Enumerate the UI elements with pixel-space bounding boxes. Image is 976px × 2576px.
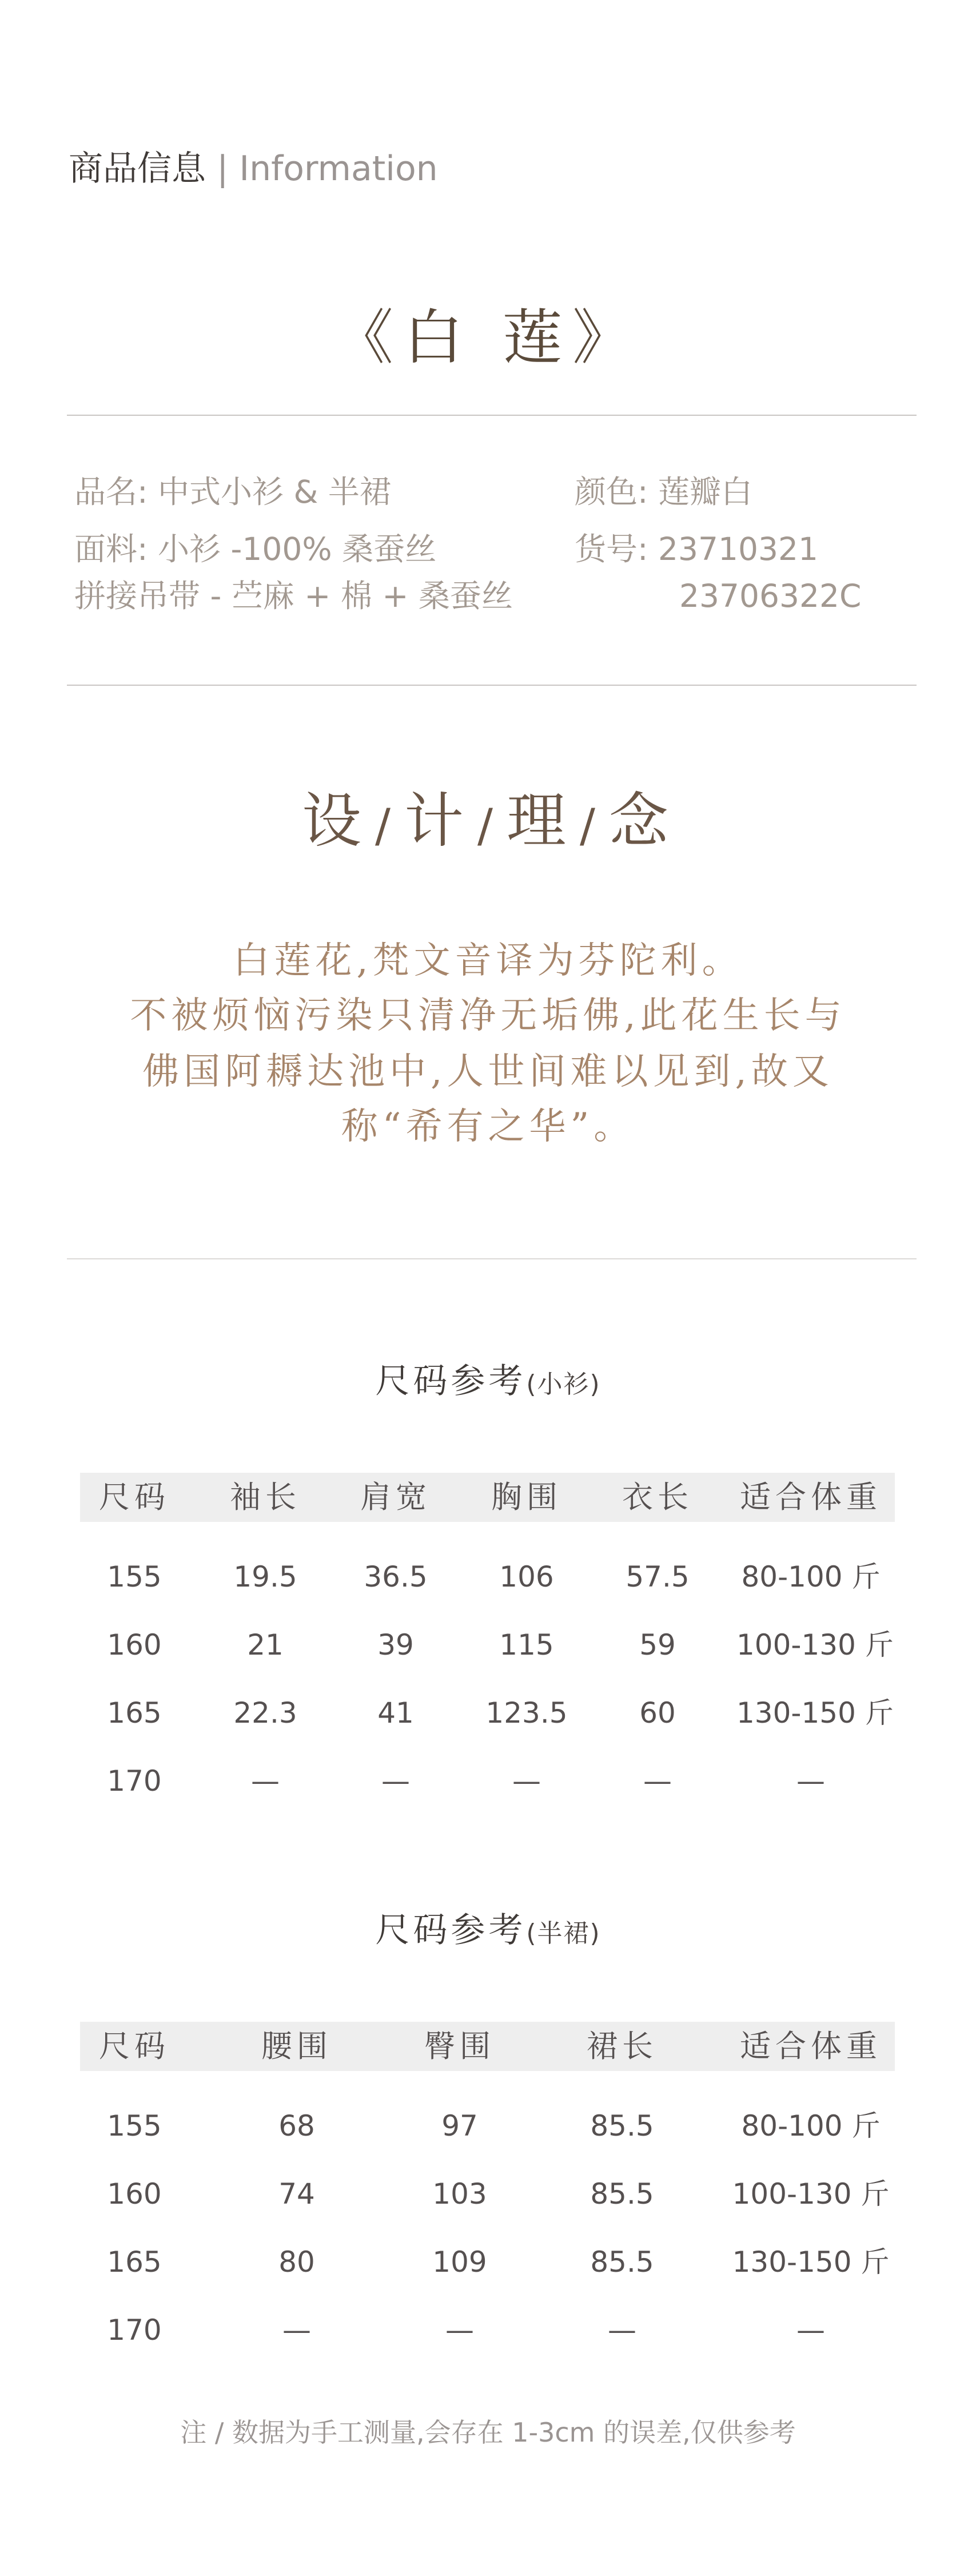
design-text-line-3: 佛国阿耨达池中,人世间难以见到,故又 (142, 1051, 834, 1093)
skirt-table-cell: 80-100 斤 (741, 2109, 881, 2142)
top-table-cell: — (643, 1764, 672, 1798)
sku-value-1: 23710321 (658, 531, 818, 567)
design-sep-1: / (375, 799, 396, 852)
skirt-table-cell: — (282, 2313, 311, 2347)
sku-value-2: 23706322C (679, 578, 862, 614)
skirt-size-title-sub: (半裙) (526, 1919, 601, 1948)
top-table-header-cell: 胸围 (491, 1479, 562, 1515)
divider-middle (67, 685, 917, 686)
skirt-table-cell: 85.5 (590, 2109, 654, 2142)
top-table-cell: 160 (107, 1628, 162, 1661)
top-table-cell: 165 (107, 1696, 162, 1730)
section-title-en: Information (239, 149, 438, 189)
skirt-table-cell: 80 (278, 2245, 315, 2279)
design-sep-3: / (579, 799, 601, 852)
top-table-cell: 59 (639, 1628, 676, 1661)
fabric-label: 面料: (74, 531, 148, 567)
skirt-table-cell: 130-150 斤 (732, 2245, 890, 2279)
top-table-cell: 57.5 (626, 1560, 690, 1593)
design-char-2: 计 (404, 786, 470, 856)
fabric-row (74, 526, 436, 572)
design-text-line-2: 不被烦恼污染只清净无垢佛,此花生长与 (130, 995, 846, 1037)
skirt-table-cell: 160 (107, 2177, 162, 2211)
top-table-cell: 60 (639, 1696, 676, 1730)
skirt-table-cell: — (796, 2313, 825, 2347)
color-row (575, 469, 752, 515)
design-char-4: 念 (608, 786, 674, 856)
top-table-cell: 123.5 (485, 1696, 568, 1730)
top-table-header-cell: 尺码 (99, 1479, 170, 1515)
top-table-cell: 170 (107, 1764, 162, 1798)
name-label: 品名: (74, 474, 148, 510)
skirt-table-header-cell: 适合体重 (740, 2028, 882, 2064)
skirt-table-cell: — (608, 2313, 636, 2347)
top-table-cell: 100-130 斤 (736, 1628, 894, 1661)
top-size-title-sub: (小衫) (526, 1370, 601, 1399)
top-table-cell: 21 (247, 1628, 284, 1661)
fabric-line-2: 拼接吊带 - 苎麻 + 棉 + 桑蚕丝 (74, 578, 513, 614)
top-table-cell: — (512, 1764, 541, 1798)
design-concept-title (0, 781, 976, 866)
sku-label: 货号: (575, 531, 648, 567)
top-table-cell: 130-150 斤 (736, 1696, 894, 1730)
section-title-separator: | (217, 149, 229, 189)
top-table-cell: 106 (499, 1560, 554, 1593)
sku-row (575, 526, 818, 572)
top-table-cell: — (381, 1764, 410, 1798)
color-label: 颜色: (575, 474, 648, 510)
top-table-cell: 41 (377, 1696, 414, 1730)
skirt-table-cell: 85.5 (590, 2245, 654, 2279)
measurement-note: 注 / 数据为手工测量,会存在 1-3cm 的误差,仅供参考 (180, 2417, 796, 2448)
product-name-row (74, 469, 391, 515)
design-sep-2: / (477, 799, 499, 852)
color-value: 莲瓣白 (658, 474, 753, 510)
top-table-header-cell: 袖长 (230, 1479, 301, 1515)
top-table-cell: 80-100 斤 (741, 1560, 881, 1593)
skirt-table-header-cell: 裙长 (587, 2028, 658, 2064)
design-text-line-4: 称“希有之华”。 (341, 1106, 635, 1148)
top-table-cell: 36.5 (364, 1560, 428, 1593)
top-table-header-cell: 衣长 (622, 1479, 693, 1515)
divider-top (67, 415, 917, 416)
product-name: 《白 莲》 (333, 303, 643, 372)
top-table-cell: 19.5 (233, 1560, 297, 1593)
design-text-line-1: 白莲花,梵文音译为芬陀利。 (233, 940, 743, 982)
design-char-3: 理 (506, 786, 572, 856)
skirt-table-cell: 85.5 (590, 2177, 654, 2211)
skirt-table-cell: 155 (107, 2109, 162, 2142)
design-char-1: 设 (302, 786, 368, 856)
top-table-header-cell: 肩宽 (360, 1479, 431, 1515)
section-title (69, 143, 438, 194)
skirt-table-cell: 170 (107, 2313, 162, 2347)
skirt-table-header-cell: 腰围 (261, 2028, 332, 2064)
skirt-table-cell: 165 (107, 2245, 162, 2279)
top-size-title-main: 尺码参考 (375, 1361, 527, 1401)
top-table-cell: — (796, 1764, 825, 1798)
skirt-table-header-cell: 臀围 (424, 2028, 495, 2064)
fabric-value: 小衫 -100% 桑蚕丝 (158, 531, 437, 567)
top-table-cell: 39 (377, 1628, 414, 1661)
top-table-header-cell: 适合体重 (740, 1479, 882, 1515)
top-table-cell: 22.3 (233, 1696, 297, 1730)
section-title-cn: 商品信息 (69, 149, 206, 189)
skirt-table-header-cell: 尺码 (99, 2028, 170, 2064)
skirt-table-cell: 100-130 斤 (732, 2177, 890, 2211)
top-table-cell: 115 (499, 1628, 554, 1661)
divider-lower (67, 1258, 917, 1259)
skirt-table-cell: 68 (278, 2109, 315, 2142)
skirt-table-cell: 74 (278, 2177, 315, 2211)
name-value: 中式小衫 & 半裙 (158, 474, 391, 510)
skirt-size-title (0, 1905, 976, 1959)
top-table-cell: — (251, 1764, 280, 1798)
skirt-size-title-main: 尺码参考 (375, 1910, 527, 1950)
skirt-table-cell: — (445, 2313, 474, 2347)
top-table-cell: 155 (107, 1560, 162, 1593)
skirt-table-cell: 97 (441, 2109, 478, 2142)
skirt-table-cell: 109 (432, 2245, 487, 2279)
skirt-table-cell: 103 (432, 2177, 487, 2211)
top-size-title (0, 1355, 976, 1410)
